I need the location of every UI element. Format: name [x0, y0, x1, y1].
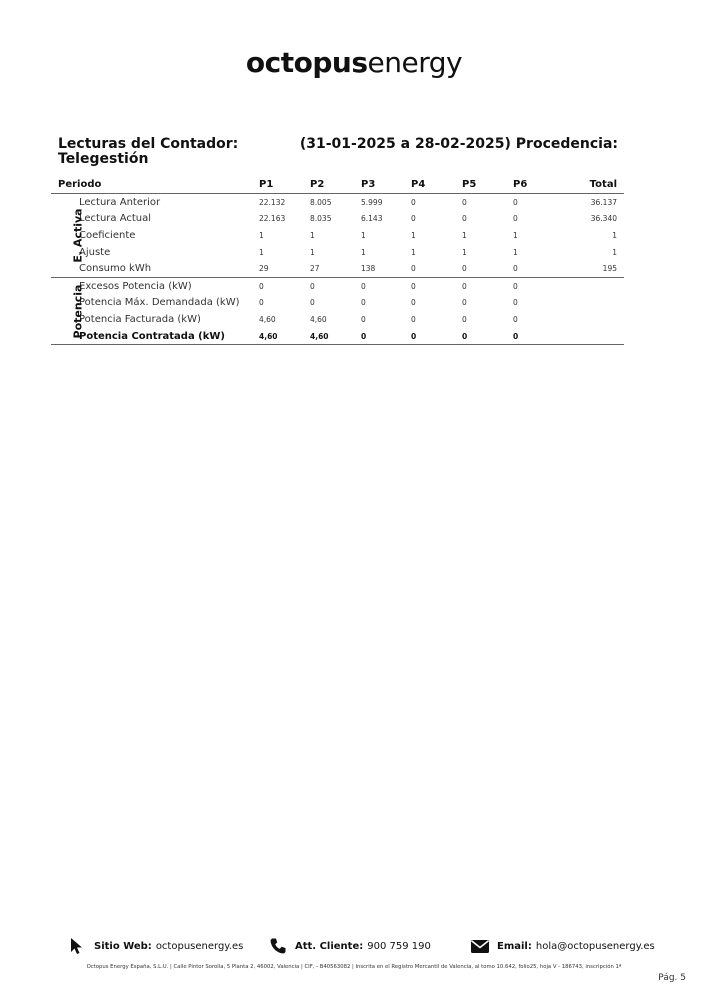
- cell-value: 1: [411, 230, 416, 240]
- cell-value: 0: [513, 260, 564, 277]
- cell-value: 4,60: [259, 314, 276, 324]
- cell-value: 0: [411, 281, 416, 291]
- cell-value: 0: [411, 328, 462, 345]
- row-label: Excesos Potencia (kW): [79, 280, 192, 292]
- cell-value: 0: [462, 328, 513, 345]
- footer-email[interactable]: [469, 936, 655, 956]
- cell-value: 22.163: [259, 214, 286, 224]
- table-row: [51, 211, 624, 228]
- cell-value: 1: [310, 230, 315, 240]
- cell-total: [564, 328, 624, 345]
- table-row: [51, 311, 624, 328]
- group-label-potencia-text: Potencia: [71, 284, 85, 339]
- cell-value: 5.999: [361, 197, 383, 207]
- cell-value: 1: [361, 247, 366, 257]
- footer-phone-label: Att. Cliente:: [295, 940, 364, 952]
- column-header-p1: P1: [259, 176, 310, 194]
- brand-logo: [0, 46, 708, 79]
- row-label: Coeficiente: [79, 229, 136, 241]
- cell-value: 29: [259, 260, 310, 277]
- column-header-p3: P3: [361, 176, 411, 194]
- cell-value: 0: [462, 281, 467, 291]
- cell-value: 0: [411, 260, 462, 277]
- cell-total: 1: [612, 230, 617, 240]
- footer-phone-value[interactable]: 900 759 190: [367, 940, 431, 952]
- group-label-activa-text: E. Activa: [71, 208, 85, 263]
- cell-value: 8.005: [310, 197, 332, 207]
- brand-logo-light: energy: [367, 46, 463, 79]
- cell-value: 1: [259, 247, 264, 257]
- column-header-total: Total: [564, 176, 624, 194]
- column-header-periodo: Periodo: [51, 176, 259, 194]
- cell-value: 0: [513, 298, 518, 308]
- footer-website-label: Sitio Web:: [94, 940, 152, 952]
- row-label: Lectura Actual: [79, 213, 152, 225]
- brand-logo-bold: octopus: [245, 46, 368, 79]
- column-header-p2: P2: [310, 176, 361, 194]
- table-row: [51, 244, 624, 261]
- cell-total: [564, 277, 624, 294]
- row-label: Potencia Contratada (kW): [79, 328, 259, 345]
- column-header-p5: P5: [462, 176, 513, 194]
- cell-value: 0: [310, 281, 315, 291]
- footer-email-value[interactable]: hola@octopusenergy.es: [535, 940, 655, 952]
- table-row: [51, 260, 624, 277]
- cell-value: 27: [310, 260, 361, 277]
- cell-value: 0: [411, 197, 416, 207]
- cell-value: 6.143: [361, 214, 383, 224]
- cell-value: 0: [462, 260, 513, 277]
- table-row: [51, 277, 624, 294]
- cell-value: 22.132: [259, 197, 286, 207]
- table-row: [51, 295, 624, 312]
- cell-value: 0: [462, 298, 467, 308]
- cell-value: 138: [361, 260, 411, 277]
- cell-value: 4,60: [259, 328, 310, 345]
- cell-value: 0: [361, 281, 366, 291]
- cell-value: 0: [513, 328, 564, 345]
- cell-value: 1: [310, 247, 315, 257]
- footer-website-value[interactable]: octopusenergy.es: [155, 940, 244, 952]
- cell-value: 0: [259, 298, 264, 308]
- cell-value: 4,60: [310, 314, 327, 324]
- footer-email-label: Email:: [497, 940, 532, 952]
- cell-value: 1: [259, 230, 264, 240]
- table-row: [51, 227, 624, 244]
- cell-value: 0: [462, 314, 467, 324]
- cell-value: 0: [259, 281, 264, 291]
- page-number: Pág. 5: [658, 973, 686, 983]
- cell-total: 195: [564, 260, 624, 277]
- phone-icon: [267, 936, 289, 956]
- cell-value: 1: [411, 247, 416, 257]
- footer-phone[interactable]: [267, 936, 431, 956]
- column-header-p4: P4: [411, 176, 462, 194]
- cell-value: 1: [361, 230, 366, 240]
- row-label: Potencia Máx. Demandada (kW): [79, 297, 240, 309]
- table-row: [51, 328, 624, 345]
- cell-total: 1: [612, 247, 617, 257]
- cell-value: 4,60: [310, 328, 361, 345]
- footer-website[interactable]: [66, 936, 243, 956]
- cursor-icon: [66, 936, 88, 956]
- group-label-activa: [51, 194, 85, 278]
- envelope-icon: [469, 936, 491, 956]
- row-label: Potencia Facturada (kW): [79, 313, 201, 325]
- cell-total: 36.137: [590, 197, 617, 207]
- meter-readings-title: Lecturas del Contador: Telegestión: [58, 136, 239, 167]
- cell-value: 0: [513, 314, 518, 324]
- row-label: Lectura Anterior: [79, 196, 161, 208]
- meter-readings-table: [51, 176, 624, 345]
- table-header-row: [51, 176, 624, 194]
- cell-value: 1: [462, 230, 467, 240]
- cell-value: 0: [310, 298, 315, 308]
- cell-value: 0: [513, 214, 518, 224]
- group-label-potencia: [51, 277, 85, 344]
- cell-value: 0: [513, 281, 518, 291]
- cell-value: 0: [361, 314, 366, 324]
- cell-value: 0: [513, 197, 518, 207]
- cell-value: 1: [513, 230, 518, 240]
- cell-value: 0: [411, 298, 416, 308]
- cell-total: 36.340: [590, 214, 617, 224]
- row-label: Ajuste: [79, 246, 111, 258]
- cell-value: 0: [462, 197, 467, 207]
- row-label: Consumo kWh: [79, 260, 259, 277]
- table-row: [51, 194, 624, 211]
- reading-period-title: (31-01-2025 a 28-02-2025) Procedencia:: [299, 136, 618, 152]
- legal-notice: Octopus Energy España, S.L.U. | Calle Pintor Sorolla, 5 Planta 2, 46002, Valencia | CIF, - B40563082 | Inscrita en el Registro Mercantil de Valencia, al tomo 10.642, folio25, hoja V - 186743, inscripción 1ª: [86, 964, 622, 970]
- cell-value: 0: [462, 214, 467, 224]
- cell-value: 1: [462, 247, 467, 257]
- cell-value: 8.035: [310, 214, 332, 224]
- cell-value: 1: [513, 247, 518, 257]
- cell-total: [564, 311, 624, 328]
- cell-value: 0: [411, 314, 416, 324]
- cell-value: 0: [361, 298, 366, 308]
- cell-value: 0: [361, 328, 411, 345]
- column-header-p6: P6: [513, 176, 564, 194]
- footer-contacts: [0, 936, 708, 956]
- cell-total: [564, 295, 624, 312]
- cell-value: 0: [411, 214, 416, 224]
